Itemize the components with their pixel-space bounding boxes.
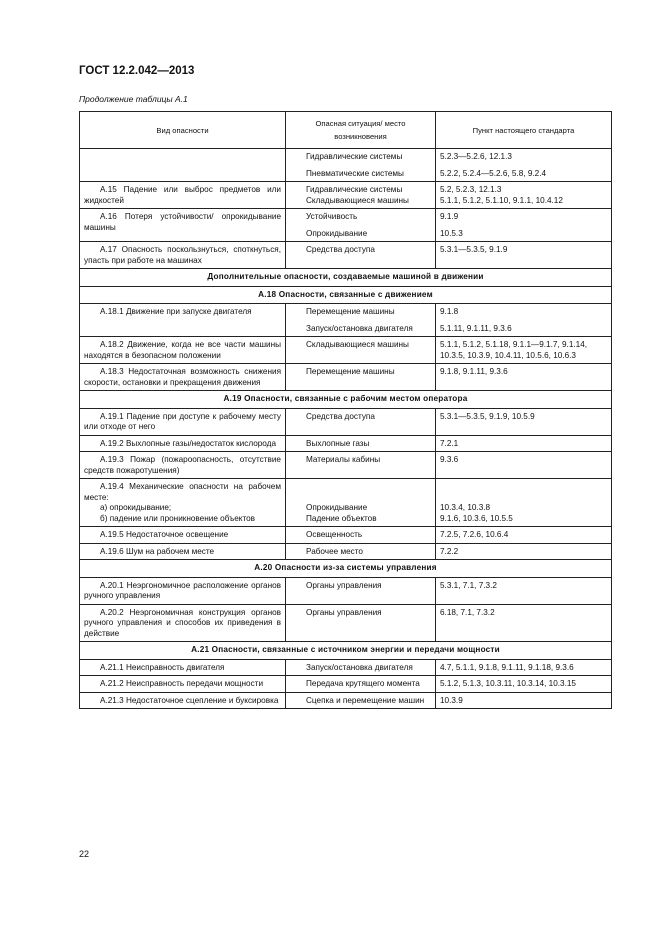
situation-cell: Передача крутящего момента	[286, 676, 436, 693]
clause-cell: 9.3.6	[436, 452, 612, 479]
clause-cell: 5.2.3—5.2.6, 12.1.3 5.2.2, 5.2.4—5.2.6, 5.8, 9.2.4	[436, 149, 612, 182]
table-caption: Продолжение таблицы А.1	[79, 94, 188, 104]
situation-cell: Перемещение машины	[286, 364, 436, 391]
clause-cell: 9.1.9 10.5.3	[436, 209, 612, 242]
hazard-cell: А.19.5 Недостаточное освещение	[80, 527, 286, 544]
section-row	[80, 391, 612, 409]
table-row	[80, 659, 612, 676]
section-row	[80, 269, 612, 287]
situation-cell: Гидравлические системы Пневматические системы	[286, 149, 436, 182]
table-row	[80, 364, 612, 391]
table-row	[80, 435, 612, 452]
table-row	[80, 182, 612, 209]
situation-cell: Органы управления	[286, 604, 436, 642]
clause-cell: 7.2.2	[436, 543, 612, 560]
clause-cell: 6.18, 7.1, 7.3.2	[436, 604, 612, 642]
clause-cell: 5.3.1—5.3.5, 9.1.9, 10.5.9	[436, 408, 612, 435]
hazard-cell: А.21.1 Неисправность двигателя	[80, 659, 286, 676]
hazard-cell: А.17 Опасность поскользнуться, споткнуться, упасть при работе на машинах	[80, 242, 286, 269]
situation-cell: Гидравлические системы Складывающиеся машины	[286, 182, 436, 209]
section-heading: А.21 Опасности, связанные с источником энергии и передачи мощности	[80, 642, 612, 660]
section-heading: А.18 Опасности, связанные с движением	[80, 286, 612, 304]
section-row	[80, 286, 612, 304]
situation-cell: Устойчивость Опрокидывание	[286, 209, 436, 242]
situation-cell: Материалы кабины	[286, 452, 436, 479]
table-row	[80, 676, 612, 693]
clause-cell: 5.3.1—5.3.5, 9.1.9	[436, 242, 612, 269]
clause-cell: 9.1.8 5.1.11, 9.1.11, 9.3.6	[436, 304, 612, 337]
situation-cell: Средства доступа	[286, 408, 436, 435]
clause-cell: 10.3.4, 10.3.8 9.1.6, 10.3.6, 10.5.5	[436, 479, 612, 527]
situation-cell: Рабочее место	[286, 543, 436, 560]
table-row	[80, 408, 612, 435]
table-header-row	[80, 112, 612, 149]
header-hazard-type: Вид опасности	[80, 112, 286, 149]
table-row	[80, 527, 612, 544]
hazard-cell: А.16 Потеря устойчивости/ опрокидывание машины	[80, 209, 286, 242]
clause-cell: 5.1.2, 5.1.3, 10.3.11, 10.3.14, 10.3.15	[436, 676, 612, 693]
section-row	[80, 642, 612, 660]
hazard-cell: А.19.1 Падение при доступе к рабочему месту или отходе от него	[80, 408, 286, 435]
section-row	[80, 560, 612, 578]
hazard-cell: А.19.6 Шум на рабочем месте	[80, 543, 286, 560]
situation-cell: Запуск/остановка двигателя	[286, 659, 436, 676]
header-clause: Пункт настоящего стандарта	[436, 112, 612, 149]
table-row	[80, 692, 612, 709]
clause-cell: 7.2.1	[436, 435, 612, 452]
hazard-cell: А.15 Падение или выброс предметов или жидкостей	[80, 182, 286, 209]
hazard-cell: А.21.3 Недостаточное сцепление и буксировка	[80, 692, 286, 709]
situation-cell: Средства доступа	[286, 242, 436, 269]
clause-cell: 5.1.1, 5.1.2, 5.1.18, 9.1.1—9.1.7, 9.1.14, 10.3.5, 10.3.9, 10.4.11, 10.5.6, 10.6.3	[436, 337, 612, 364]
section-heading: А.19 Опасности, связанные с рабочим местом оператора	[80, 391, 612, 409]
situation-cell: Выхлопные газы	[286, 435, 436, 452]
hazard-cell: А.19.4 Механические опасности на рабочем месте: а) опрокидывание; б) падение или проникновение объектов	[80, 479, 286, 527]
section-heading: Дополнительные опасности, создаваемые машиной в движении	[80, 269, 612, 287]
situation-cell: Складывающиеся машины	[286, 337, 436, 364]
table-row	[80, 604, 612, 642]
hazard-cell: А.21.2 Неисправность передачи мощности	[80, 676, 286, 693]
table-row	[80, 149, 612, 182]
hazard-cell: А.20.2 Неэргономичная конструкция органов ручного управления и способов их приведения в действие	[80, 604, 286, 642]
situation-cell: Освещенность	[286, 527, 436, 544]
table-row	[80, 577, 612, 604]
clause-cell: 9.1.8, 9.1.11, 9.3.6	[436, 364, 612, 391]
hazard-cell	[80, 149, 286, 182]
situation-cell: Опрокидывание Падение объектов	[286, 479, 436, 527]
hazard-cell: А.20.1 Неэргономичное расположение органов ручного управления	[80, 577, 286, 604]
clause-cell: 4.7, 5.1.1, 9.1.8, 9.1.11, 9.1.18, 9.3.6	[436, 659, 612, 676]
table-row	[80, 209, 612, 242]
table-row	[80, 337, 612, 364]
situation-cell: Сцепка и перемещение машин	[286, 692, 436, 709]
document-title: ГОСТ 12.2.042—2013	[79, 65, 195, 77]
situation-cell: Перемещение машины Запуск/остановка двигателя	[286, 304, 436, 337]
header-situation: Опасная ситуация/ место возникновения	[286, 112, 436, 149]
hazard-cell: А.18.3 Недостаточная возможность снижения скорости, остановки и прекращения движения	[80, 364, 286, 391]
section-heading: А.20 Опасности из-за системы управления	[80, 560, 612, 578]
table-row	[80, 242, 612, 269]
hazard-table	[79, 111, 612, 709]
clause-cell: 5.3.1, 7.1, 7.3.2	[436, 577, 612, 604]
page-number: 22	[79, 849, 90, 859]
table-row	[80, 304, 612, 337]
hazard-cell: А.18.1 Движение при запуске двигателя	[80, 304, 286, 337]
clause-cell: 5.2, 5.2.3, 12.1.3 5.1.1, 5.1.2, 5.1.10, 9.1.1, 10.4.12	[436, 182, 612, 209]
clause-cell: 10.3.9	[436, 692, 612, 709]
hazard-cell: А.18.2 Движение, когда не все части машины находятся в безопасном положении	[80, 337, 286, 364]
table-row	[80, 479, 612, 527]
table-row	[80, 452, 612, 479]
clause-cell: 7.2.5, 7.2.6, 10.6.4	[436, 527, 612, 544]
situation-cell: Органы управления	[286, 577, 436, 604]
hazard-cell: А.19.3 Пожар (пожароопасность, отсутствие средств пожаротушения)	[80, 452, 286, 479]
hazard-cell: А.19.2 Выхлопные газы/недостаток кислорода	[80, 435, 286, 452]
table-row	[80, 543, 612, 560]
